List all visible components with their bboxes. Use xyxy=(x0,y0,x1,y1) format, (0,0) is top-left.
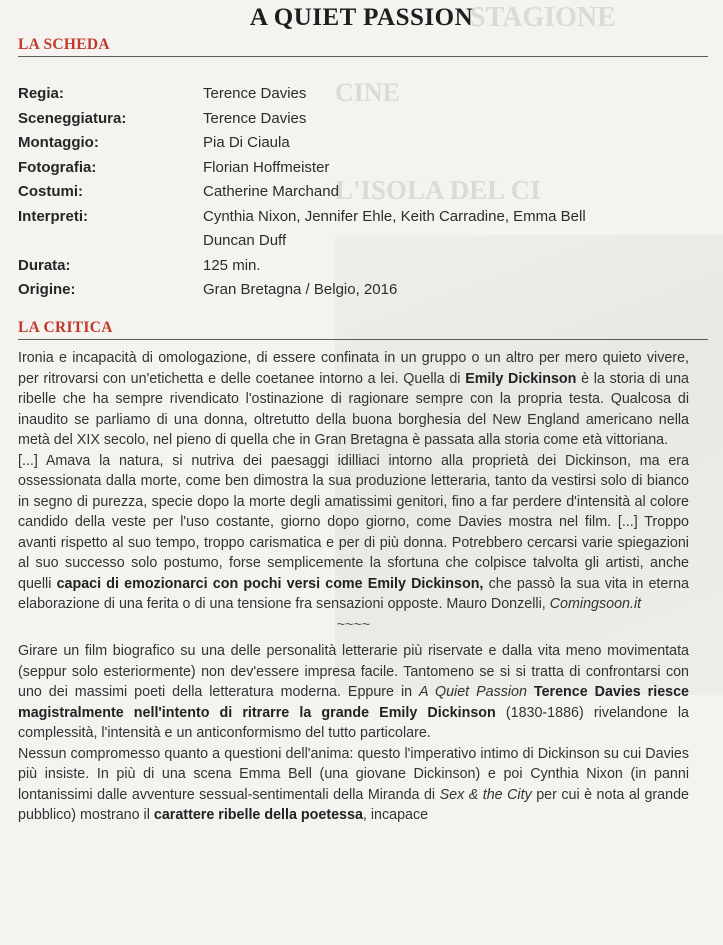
bold-text: Emily Dickinson xyxy=(465,370,577,387)
credit-row-origine xyxy=(18,278,708,303)
credit-label: Montaggio: xyxy=(18,134,99,151)
italic-text: A Quiet Passion xyxy=(419,684,527,700)
credit-value xyxy=(203,131,708,156)
bleed-through-heading-isola: L'ISOLA DEL CI xyxy=(335,175,541,205)
credit-value xyxy=(203,205,708,254)
credit-value-line: Duncan Duff xyxy=(203,232,287,249)
credits-table xyxy=(18,82,708,303)
text-run: è la storia di una ribelle che ha sempre rivendicato l'ostinazione di ragionare sempre con la propria testa. Qualcosa di inaudito se parliamo di una donna, oltretutto della buona borghesia del New England americano nella metà del XIX secolo, nel pieno di quella che in Gran Bretagna è passata alla storia come età vittoriana. xyxy=(18,370,689,448)
credit-row-interpreti xyxy=(18,205,708,254)
italic-text: Comingsoon.it xyxy=(549,596,642,612)
text-run: (1830-1886) rivelandone la complessità, l'intensità e un anticonformismo del tutto particolare. xyxy=(18,704,690,741)
credit-value xyxy=(203,156,708,181)
review-paragraph xyxy=(18,348,689,451)
credit-label: Durata: xyxy=(18,256,71,274)
credit-label: Fotografia: xyxy=(18,158,97,176)
credit-value-line: Gran Bretagna / Belgio, 2016 xyxy=(203,281,398,298)
section-heading-critica: LA CRITICA xyxy=(18,319,708,340)
text-run: [...] Amava la natura, si nutriva dei paesaggi idilliaci intorno alla proprietà dei Dickinson, ma era ossessionata dalla morte, come ben dimostra la sua produzione letteraria, tanto da vestirsi solo di bianco in segno di purezza, specie dopo la morte degli amatissimi genitori, fino a far perdere d'intensità al colore candido della veste per l'uso costante, giorno dopo giorno, come Davies mostra nel film. [...] Troppo avanti rispetto al suo tempo, troppo carismatica e per di più donna. Potrebbero cercarsi varie spiegazioni al suo successo solo postumo, forse semplicemente la sfortuna che colpisce talvolta gli artisti, anche quelli xyxy=(18,452,689,592)
bold-text: Terence Davies riesce magistralmente nell'intento di ritrarre la grande Emily Dickinson xyxy=(18,684,690,721)
credit-value-line: Terence Davies xyxy=(203,85,307,102)
credit-label: Sceneggiatura: xyxy=(18,109,127,127)
credit-value-line: Terence Davies xyxy=(203,109,307,127)
credit-row-regia xyxy=(18,82,708,107)
credit-value xyxy=(203,254,708,279)
text-run: Ironia e incapacità di omologazione, di essere confinata in un gruppo o un altro per mero quieto vivere, per ritrovarsi con un'etichetta e delle coetanee intorno a lei. Quella di xyxy=(18,350,689,387)
credit-value-line: Catherine Marchand xyxy=(203,183,339,200)
credit-value-line: Florian Hoffmeister xyxy=(203,158,330,176)
credit-label: Regia: xyxy=(18,85,64,102)
credit-row-sceneggiatura xyxy=(18,107,708,132)
credit-row-montaggio xyxy=(18,131,708,156)
credit-value-line: Cynthia Nixon, Jennifer Ehle, Keith Carradine, Emma Bell xyxy=(203,207,586,225)
text-run: che passò la sua vita in eterna elaborazione di una ferita o di una tensione fra sensazioni opposte. Mauro Donzelli, xyxy=(18,575,689,612)
credit-value-line: Pia Di Ciaula xyxy=(203,134,290,151)
credit-value xyxy=(203,278,708,303)
credit-value-line: 125 min. xyxy=(203,256,261,274)
bleed-through-heading-stagione: STAGIONE xyxy=(470,2,616,33)
page-title: A QUIET PASSION xyxy=(249,4,474,31)
text-run: Nessun compromesso quanto a questioni dell'anima: questo l'imperativo intimo di Dickinson su cui Davies più insiste. In più di una scena Emma Bell (una giovane Dickinson) e poi Cynthia Nixon (in panni lontanissimi dalle avventure sessual-sentimentali della Miranda di xyxy=(18,745,689,803)
bleed-through-heading-cinema: CINE xyxy=(335,78,401,107)
section-separator: ~~~~ xyxy=(336,616,371,633)
text-run: , incapace xyxy=(362,807,429,823)
review-paragraph xyxy=(18,641,689,744)
text-run xyxy=(527,684,534,700)
review-paragraph xyxy=(18,451,689,615)
italic-text: Sex & the City xyxy=(439,786,532,803)
credit-row-fotografia xyxy=(18,156,708,181)
review-paragraph xyxy=(18,744,689,826)
text-run: Girare un film biografico su una delle personalità letterarie più riservate e dalla vita meno movimentata (seppur solo esteriormente) non dev'essere impresa facile. Tantomeno se si si tratta di confrontarsi con uno dei massimi poeti della letteratura moderna. Eppure in xyxy=(18,643,689,700)
credit-label: Costumi: xyxy=(18,183,83,200)
bold-text: capaci di emozionarci con pochi versi come Emily Dickinson, xyxy=(56,575,484,592)
credit-value xyxy=(203,107,708,132)
section-heading-scheda: LA SCHEDA xyxy=(18,36,708,57)
credit-value xyxy=(203,180,708,205)
bold-text: carattere ribelle della poetessa xyxy=(153,807,363,823)
credit-row-costumi xyxy=(18,180,708,205)
text-run: per cui è nota al grande pubblico) mostrano il xyxy=(18,786,689,823)
credit-label: Origine: xyxy=(18,281,76,298)
review-body xyxy=(18,348,689,826)
credit-value xyxy=(203,82,708,107)
credit-row-durata xyxy=(18,254,708,279)
credit-label: Interpreti: xyxy=(18,207,89,225)
